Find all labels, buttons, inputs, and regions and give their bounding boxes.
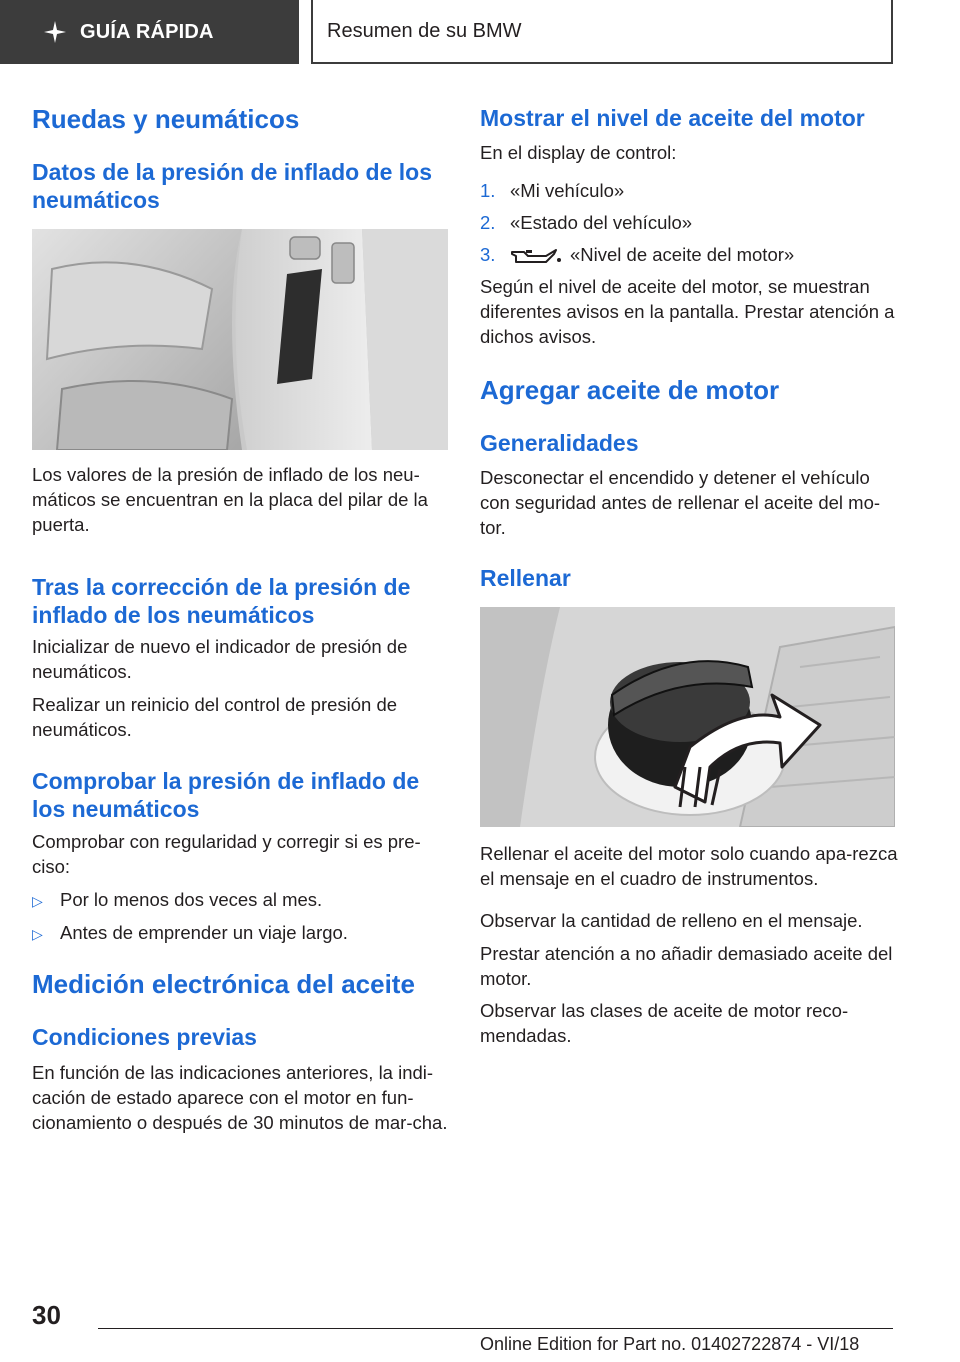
heading-pressure-data: Datos de la presión de inflado de los neumáticos xyxy=(32,159,433,213)
text-preconditions: En función de las indicaciones anteriores, la indi-cación de estado aparece con el motor en fun-cionamiento o después de 30 minutos de mar-cha. xyxy=(32,1062,448,1133)
heading-refill: Rellenar xyxy=(480,565,571,591)
quick-guide-tab[interactable] xyxy=(0,0,299,64)
list-item: ▷ Por lo menos dos veces al mes. xyxy=(32,887,452,914)
footer-edition: Online Edition for Part no. 01402722874 - VI/18 xyxy=(480,1334,860,1354)
text-control-display: En el display de control: xyxy=(480,142,677,163)
section-label: Resumen de su BMW xyxy=(327,19,522,42)
triangle-right-icon: ▷ xyxy=(32,893,43,909)
list-item: 2. «Estado del vehículo» xyxy=(480,212,693,233)
heading-preconditions: Condiciones previas xyxy=(32,1024,257,1050)
text-reinitialize: Inicializar de nuevo el indicador de presión de neumáticos. xyxy=(32,636,408,682)
list-item: ▷ Antes de emprender un viaje largo. xyxy=(32,920,452,947)
text-reset: Realizar un reinicio del control de presión de neumáticos. xyxy=(32,694,398,740)
list-item: 3. «Nivel de aceite del motor» xyxy=(480,244,795,265)
footer-divider xyxy=(98,1328,893,1329)
oil-can-icon xyxy=(510,246,562,266)
oil-filler-cap-figure xyxy=(480,607,895,827)
heading-oil-measurement: Medición electrónica del aceite xyxy=(32,969,415,999)
heading-show-oil-level: Mostrar el nivel de aceite del motor xyxy=(480,105,865,131)
text-warnings: Según el nivel de aceite del motor, se muestran diferentes avisos en la pantalla. Prestar atención a dichos avisos. xyxy=(480,276,895,347)
heading-wheels: Ruedas y neumáticos xyxy=(32,104,300,134)
star-icon xyxy=(44,21,66,43)
page-number: 30 xyxy=(32,1300,61,1330)
heading-add-oil: Agregar aceite de motor xyxy=(480,375,780,405)
text-not-too-much: Prestar atención a no añadir demasiado aceite del motor. xyxy=(480,943,893,989)
door-pillar-figure xyxy=(32,229,448,450)
section-tab[interactable] xyxy=(311,0,893,64)
text-oil-types: Observar las clases de aceite de motor reco-mendadas. xyxy=(480,1000,849,1046)
text-quantity: Observar la cantidad de relleno en el mensaje. xyxy=(480,910,863,931)
heading-after-correction: Tras la corrección de la presión de inflado de los neumáticos xyxy=(32,574,411,628)
heading-general: Generalidades xyxy=(480,430,639,456)
list-item: 1. «Mi vehículo» xyxy=(480,180,625,201)
quick-guide-label: GUÍA RÁPIDA xyxy=(80,20,214,43)
heading-check-pressure: Comprobar la presión de inflado de los neumáticos xyxy=(32,768,420,822)
text-refill-when: Rellenar el aceite del motor solo cuando apa-rezca el mensaje en el cuadro de instrumentos. xyxy=(480,843,898,889)
text-check-regularly: Comprobar con regularidad y corregir si es pre-ciso: xyxy=(32,831,421,877)
text-pressure-values: Los valores de la presión de inflado de los neu-máticos se encuentran en la placa del pilar de la puerta. xyxy=(32,464,428,535)
triangle-right-icon: ▷ xyxy=(32,926,43,942)
text-general: Desconectar el encendido y detener el vehículo con seguridad antes de rellenar el aceite del mo-tor. xyxy=(480,467,881,538)
